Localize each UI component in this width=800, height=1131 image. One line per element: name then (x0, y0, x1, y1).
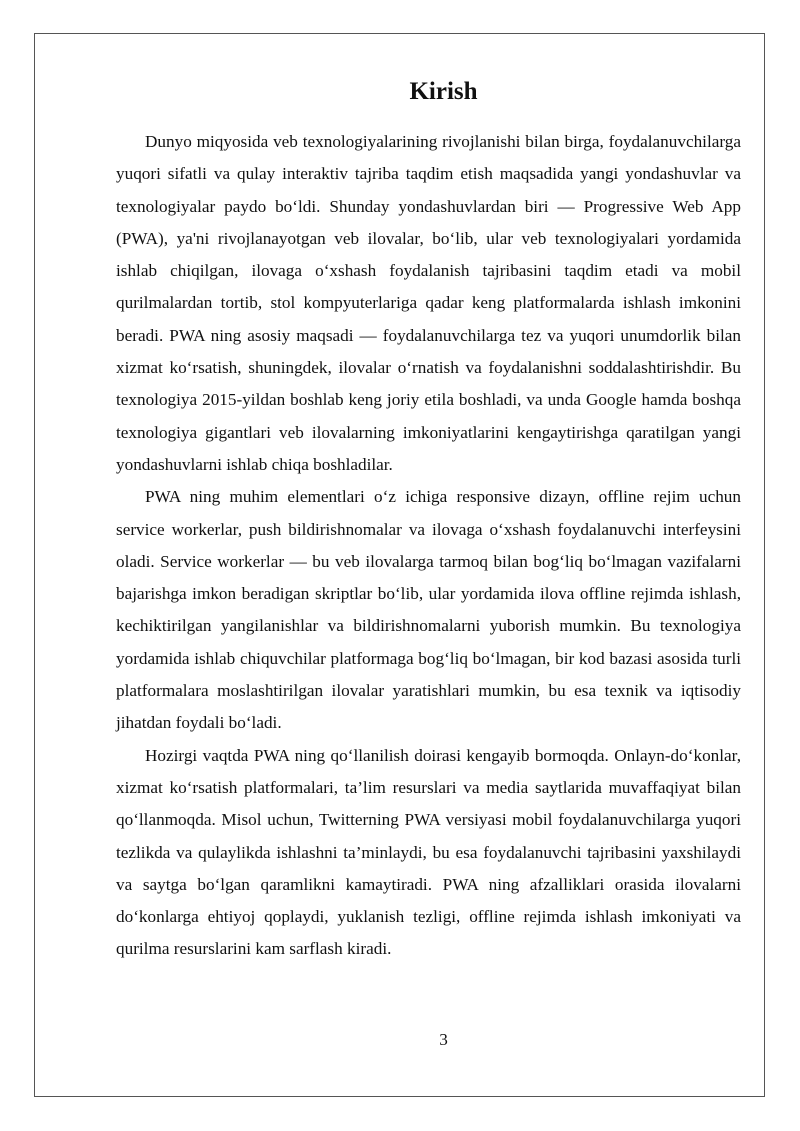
paragraph-2: PWA ning muhim elementlari o‘z ichiga responsive dizayn, offline rejim uchun service workerlar, push bildirishnomalar va ilovaga o‘xshash foydalanuvchi interfeysini oladi. Service workerlar — bu veb ilovalarga tarmoq bilan bog‘liq bo‘lmagan vazifalarni bajarishga imkon beradigan skriptlar bo‘lib, ular yordamida ilova offline rejimda ishlash, kechiktirilgan yangilanishlar va bildirishnomalarni yuborish mumkin. Bu texnologiya yordamida ishlab chiquvchilar platformaga bog‘liq bo‘lmagan, bir kod bazasi asosida turli platformalara moslashtirilgan ilovalar yaratishlari mumkin, bu esa texnik va iqtisodiy jihatdan foydali bo‘ladi. (116, 487, 741, 733)
paragraph-1: Dunyo miqyosida veb texnologiyalarining rivojlanishi bilan birga, foydalanuvchilarga yuqori sifatli va qulay interaktiv tajriba taqdim etish maqsadida yangi yondashuvlar va texnologiyalar paydo bo‘ldi. Shunday yondashuvlardan biri — Progressive Web App (PWA), ya'ni rivojlanayotgan veb ilovalar, bo‘lib, ular veb texnologiyalari yordamida ishlab chiqilgan, ilovaga o‘xshash foydalanish tajribasini taqdim etadi va mobil qurilmalardan tortib, stol kompyuterlariga qadar keng platformalarda ishlash imkonini beradi. PWA ning asosiy maqsadi — foydalanuvchilarga tez va yuqori unumdorlik bilan xizmat ko‘rsatish, shuningdek, ilovalar o‘rnatish va foydalanishni soddalashtirishdir. Bu texnologiya 2015-yildan boshlab keng joriy etila boshladi, va unda Google hamda boshqa texnologiya gigantlari veb ilovalarning imkoniyatlarini kengaytirishga qaratilgan yangi yondashuvlarni ishlab chiqa boshladilar. (116, 132, 741, 474)
document-title: Kirish (409, 78, 478, 105)
paragraph-3: Hozirgi vaqtda PWA ning qo‘llanilish doirasi kengayib bormoqda. Onlayn-do‘konlar, xizmat ko‘rsatish platformalari, ta’lim resurslari va media saytlarida muvaffaqiyat bilan qo‘llanmoqda. Misol uchun, Twitterning PWA versiyasi mobil foydalanuvchilarga yuqori tezlikda va qulaylikda ishlashni ta’minlaydi, bu esa foydalanuvchi tajribasini yaxshilaydi va saytga bo‘lgan qaramlikni kamaytiradi. PWA ning afzalliklari orasida ilovalarni do‘konlarga ehtiyoj qoplaydi, yuklanish tezligi, offline rejimda ishlash imkoniyati va qurilma resurslarini kam sarflash kiradi. (116, 745, 741, 959)
page-number: 3 (439, 1030, 448, 1049)
document-body (116, 77, 741, 966)
